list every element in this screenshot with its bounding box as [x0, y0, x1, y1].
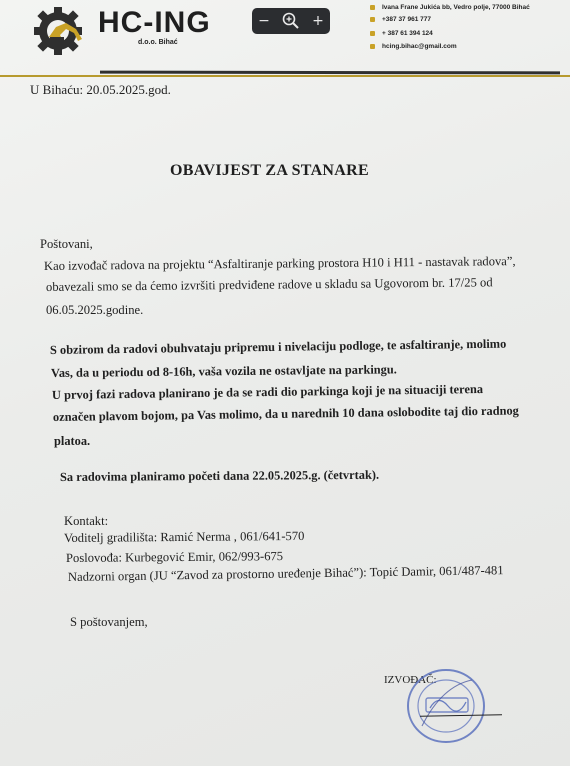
contact-address-text: Ivana Frane Jukića bb, Vedro polje, 77000 Bihać — [382, 4, 530, 11]
zoom-out-button[interactable]: − — [258, 13, 270, 29]
page-title: OBAVIJEST ZA STANARE — [170, 162, 369, 179]
phone-icon — [370, 31, 375, 36]
contact-heading: Kontakt: — [64, 514, 109, 528]
company-name: HC-ING — [98, 6, 211, 39]
header-divider-dark — [100, 71, 560, 75]
excavator-gear-logo-icon — [32, 5, 92, 57]
location-pin-icon — [370, 5, 375, 10]
intro-line: obavezali smo se da ćemo izvršiti predviđene radove u skladu sa Ugovorom br. 17/25 od — [45, 275, 493, 294]
company-subtitle: d.o.o. Bihać — [138, 39, 178, 46]
start-date-line: Sa radovima planiramo početi dana 22.05.2025.g. (četvrtak). — [59, 467, 380, 484]
notice-line: S obzirom da radovi obuhvataju pripremu i nivelaciju podloge, te asfaltiranje, molimo — [49, 336, 507, 357]
notice-line: označen plavom bojom, pa Vas molimo, da u narednih 10 dana oslobodite taj dio radnog — [52, 403, 519, 424]
notice-line: U prvoj fazi radova planirano je da se radi dio parkinga koji je na situaciji terena — [51, 381, 484, 402]
phone-icon — [370, 17, 375, 22]
contact-phone-2 — [370, 30, 433, 37]
contact-line: Voditelj gradilišta: Ramić Nerma , 061/641-570 — [63, 528, 305, 545]
header-divider-gold — [0, 75, 570, 77]
contact-phone-1-text: +387 37 961 777 — [382, 16, 431, 23]
contact-address — [370, 4, 530, 11]
contact-email-text: hcing.bihac@gmail.com — [382, 43, 457, 50]
contact-line: Poslovođa: Kurbegović Emir, 062/993-675 — [65, 549, 284, 565]
signature-label: IZVOĐAČ: — [384, 674, 437, 686]
zoom-in-button[interactable]: + — [312, 13, 324, 29]
greeting: Poštovani, — [40, 237, 93, 251]
notice-line: platoa. — [54, 434, 91, 448]
place-date: U Bihaću: 20.05.2025.god. — [30, 82, 171, 97]
notice-line: Vas, da u periodu od 8-16h, vaša vozila ne ostavljate na parkingu. — [50, 362, 397, 380]
contact-line: Nadzorni organ (JU “Zavod za prostorno uređenje Bihać”): Topić Damir, 061/487-481 — [67, 563, 504, 584]
contact-email — [370, 43, 457, 50]
mail-icon — [370, 44, 375, 49]
intro-line: Kao izvođač radova na projektu “Asfaltiranje parking prostora H10 i H11 - nastavak radova”, — [43, 254, 516, 273]
magnifier-icon[interactable] — [282, 12, 300, 30]
company-stamp-icon — [402, 666, 488, 748]
zoom-toolbar — [252, 8, 330, 34]
closing: S poštovanjem, — [70, 615, 148, 629]
intro-line: 06.05.2025.godine. — [46, 303, 144, 317]
contact-phone-2-text: + 387 61 394 124 — [382, 30, 433, 37]
contact-phone-1 — [370, 16, 431, 23]
